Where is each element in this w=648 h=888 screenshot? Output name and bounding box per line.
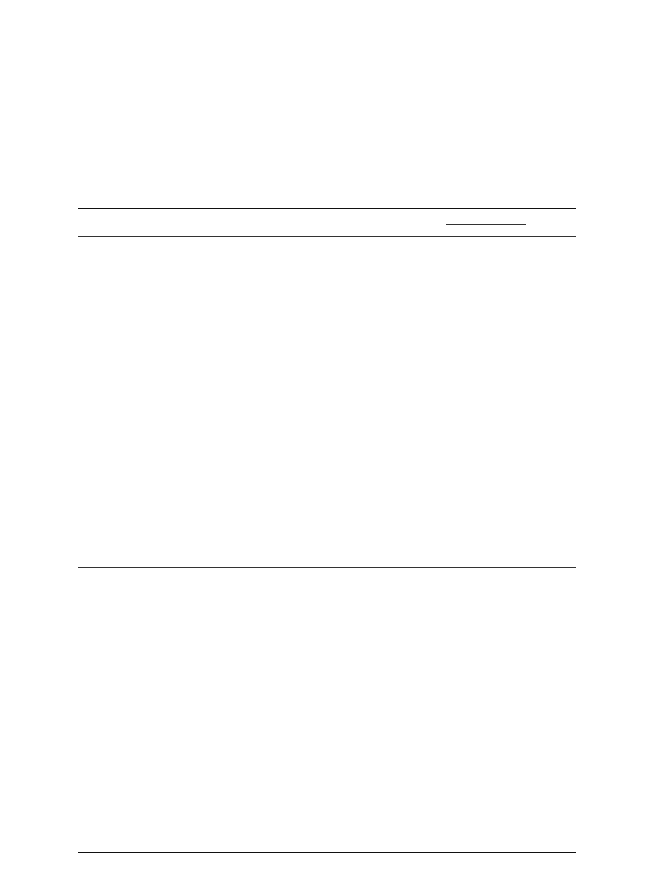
col-header-analgesia [533, 213, 541, 235]
table-top-rule [78, 208, 576, 209]
table-caption [90, 178, 568, 191]
page-bottom-rule [78, 852, 576, 853]
col-header-salt [418, 213, 422, 235]
ic50-header-rule [446, 224, 526, 225]
sequence-diagram [78, 236, 318, 576]
table-bottom-rule [78, 567, 576, 568]
